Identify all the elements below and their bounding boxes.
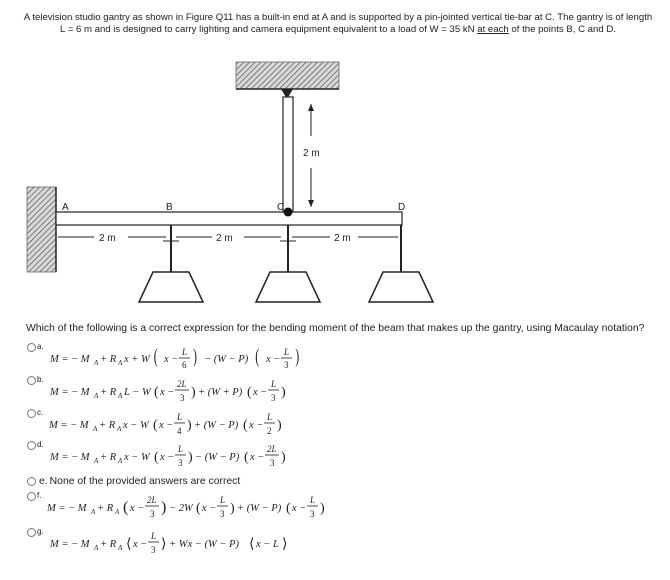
option-e-label: e. <box>39 476 48 487</box>
svg-text:x −: x − <box>249 420 264 431</box>
svg-text:4: 4 <box>177 426 182 436</box>
option-e-text: None of the provided answers are correct <box>49 476 241 487</box>
svg-text:⟩: ⟩ <box>281 537 288 552</box>
svg-text:L: L <box>150 531 156 541</box>
svg-text:2: 2 <box>267 426 272 436</box>
svg-text:): ) <box>320 501 326 516</box>
svg-text:(: ( <box>153 418 158 433</box>
svg-text:M = − M: M = − M <box>49 420 89 431</box>
svg-text:): ) <box>187 450 193 465</box>
svg-text:x −: x − <box>202 503 217 514</box>
svg-text:L: L <box>177 444 183 454</box>
svg-text:L: L <box>220 495 226 505</box>
svg-text:): ) <box>277 418 282 433</box>
option-f-expression <box>43 491 363 521</box>
option-c-radio[interactable] <box>27 409 36 418</box>
svg-text:3: 3 <box>150 545 156 555</box>
svg-text:− (W − P): − (W − P) <box>203 354 248 365</box>
intro-line-1: A television studio gantry as shown in Figure Q11 has a built-in end at A and is supported by a pin-jointed vertical tie-bar at C. The gantry is of length <box>23 12 653 23</box>
svg-text:x − W: x − W <box>123 452 150 463</box>
label-c: C <box>277 202 285 213</box>
option-d[interactable] <box>27 440 346 470</box>
svg-text:x −: x − <box>265 354 281 365</box>
svg-text:3: 3 <box>220 509 225 519</box>
tie-dim-arrow-bottom <box>308 200 314 207</box>
svg-text:(: ( <box>243 418 248 433</box>
svg-text:x −: x − <box>292 503 307 514</box>
svg-text:M = − M: M = − M <box>49 452 90 463</box>
dim-cd-label: 2 m <box>334 233 351 244</box>
option-a-label: a. <box>37 342 44 351</box>
option-d-expression <box>46 440 346 470</box>
svg-text:A: A <box>117 544 122 552</box>
svg-text:A: A <box>93 425 98 433</box>
svg-text:M = − M: M = − M <box>47 503 87 514</box>
svg-text:+ R: + R <box>99 420 116 431</box>
svg-text:): ) <box>161 499 167 516</box>
option-g[interactable] <box>27 527 346 557</box>
svg-text:− 2W: − 2W <box>169 503 194 514</box>
svg-text:): ) <box>280 450 286 465</box>
svg-text:3: 3 <box>310 509 315 519</box>
option-f[interactable] <box>27 491 363 521</box>
svg-text:+ (W − P): + (W − P) <box>194 420 239 431</box>
svg-text:x −: x − <box>249 452 265 463</box>
label-a: A <box>62 202 69 213</box>
svg-text:2L: 2L <box>147 495 157 505</box>
svg-text:A: A <box>93 359 98 367</box>
option-e-radio[interactable] <box>27 477 36 486</box>
svg-text:x −: x − <box>130 503 145 514</box>
svg-text:3: 3 <box>150 509 155 519</box>
svg-text:A: A <box>91 508 96 516</box>
svg-text:L: L <box>181 347 187 357</box>
svg-text:): ) <box>294 344 299 368</box>
option-c-expression <box>45 408 345 438</box>
svg-text:A: A <box>93 457 98 465</box>
svg-text:x −: x − <box>159 452 175 463</box>
svg-text:): ) <box>230 501 236 516</box>
option-c[interactable] <box>27 408 345 438</box>
intro-underlined: at each <box>477 24 509 35</box>
option-b[interactable] <box>27 375 346 405</box>
svg-text:x − L: x − L <box>255 539 279 550</box>
svg-text:A: A <box>117 457 122 465</box>
svg-text:+ R: + R <box>99 452 116 463</box>
svg-text:3: 3 <box>177 458 183 468</box>
svg-text:): ) <box>190 385 196 400</box>
option-b-label: b. <box>37 375 44 384</box>
svg-text:(: ( <box>196 501 202 516</box>
intro-line-2-text: L = 6 m and is designed to carry lighting and camera equipment equivalent to a load of W = 35 kN <box>60 24 478 35</box>
svg-text:x −: x − <box>163 354 179 365</box>
svg-text:+ (W − P): + (W − P) <box>237 503 282 514</box>
svg-text:x −: x − <box>252 387 268 398</box>
svg-text:(: ( <box>153 450 159 465</box>
svg-text:A: A <box>115 508 120 516</box>
svg-text:+ Wx − (W − P): + Wx − (W − P) <box>168 539 239 550</box>
svg-text:x −: x − <box>132 539 148 550</box>
svg-text:A: A <box>117 392 122 400</box>
option-c-label: c. <box>37 408 44 417</box>
label-d: D <box>398 202 406 213</box>
svg-text:): ) <box>280 385 286 400</box>
svg-text:⟨: ⟨ <box>248 537 255 552</box>
svg-text:A: A <box>117 425 122 433</box>
option-f-radio[interactable] <box>27 492 36 501</box>
svg-text:L: L <box>267 412 273 422</box>
svg-text:+ R: + R <box>99 539 116 550</box>
svg-text:M = − M: M = − M <box>49 539 90 550</box>
svg-text:L: L <box>283 347 289 357</box>
option-d-label: d. <box>37 440 44 449</box>
tie-dim-arrow-top <box>308 104 314 111</box>
svg-text:3: 3 <box>270 393 276 403</box>
svg-text:): ) <box>192 344 197 368</box>
svg-text:(: ( <box>286 501 292 516</box>
svg-text:A: A <box>117 359 122 367</box>
svg-text:6: 6 <box>181 360 187 370</box>
option-b-expression <box>46 375 346 405</box>
svg-text:M = − M: M = − M <box>49 387 90 398</box>
question-text: Which of the following is a correct expression for the bending moment of the beam that makes up the gantry, using Macaulay notation? <box>26 323 645 334</box>
svg-text:⟨: ⟨ <box>125 537 132 552</box>
svg-text:(: ( <box>246 385 252 400</box>
wall-support <box>27 187 56 272</box>
tie-dim-label: 2 m <box>303 148 320 159</box>
svg-text:+ (W + P): + (W + P) <box>197 387 242 398</box>
option-g-expression <box>46 527 346 557</box>
beam <box>56 212 402 225</box>
svg-text:A: A <box>93 392 98 400</box>
intro-line-2-end: of the points B, C and D. <box>508 24 616 35</box>
svg-text:x − W: x − W <box>123 420 149 431</box>
svg-text:+ R: + R <box>99 354 116 365</box>
tie-bar <box>283 97 293 212</box>
svg-text:3: 3 <box>283 360 289 370</box>
option-g-radio[interactable] <box>27 528 36 537</box>
option-a[interactable] <box>27 342 346 372</box>
svg-text:(: ( <box>153 344 158 368</box>
svg-text:(: ( <box>123 499 129 516</box>
label-b: B <box>166 202 173 213</box>
option-b-radio[interactable] <box>27 376 36 385</box>
svg-text:+ R: + R <box>99 387 116 398</box>
option-a-radio[interactable] <box>27 343 36 352</box>
svg-text:L: L <box>270 379 276 389</box>
option-g-label: g. <box>37 527 44 536</box>
svg-text:(: ( <box>243 450 249 465</box>
svg-text:(: ( <box>254 344 259 368</box>
svg-text:+ R: + R <box>97 503 114 514</box>
svg-text:⟩: ⟩ <box>160 537 167 552</box>
dim-bc-label: 2 m <box>216 233 233 244</box>
option-e[interactable] <box>27 476 240 487</box>
svg-text:(: ( <box>153 385 159 400</box>
pin-c <box>284 208 293 217</box>
svg-text:x −: x − <box>159 420 174 431</box>
option-d-radio[interactable] <box>27 441 36 450</box>
svg-text:x −: x − <box>159 387 175 398</box>
svg-text:): ) <box>187 418 192 433</box>
ceiling-support <box>236 62 339 89</box>
svg-text:L: L <box>177 412 183 422</box>
svg-text:A: A <box>93 544 98 552</box>
option-a-expression <box>46 342 346 372</box>
svg-text:x + W: x + W <box>123 354 150 365</box>
svg-text:2L: 2L <box>176 379 187 389</box>
svg-text:L − W: L − W <box>123 387 151 398</box>
svg-text:2L: 2L <box>266 444 277 454</box>
svg-text:M = − M: M = − M <box>49 354 90 365</box>
option-f-label: f. <box>37 491 42 500</box>
svg-text:− (W − P): − (W − P) <box>194 452 239 463</box>
svg-text:L: L <box>310 495 316 505</box>
svg-text:3: 3 <box>269 458 275 468</box>
svg-text:3: 3 <box>179 393 185 403</box>
dim-ab-label: 2 m <box>99 233 116 244</box>
